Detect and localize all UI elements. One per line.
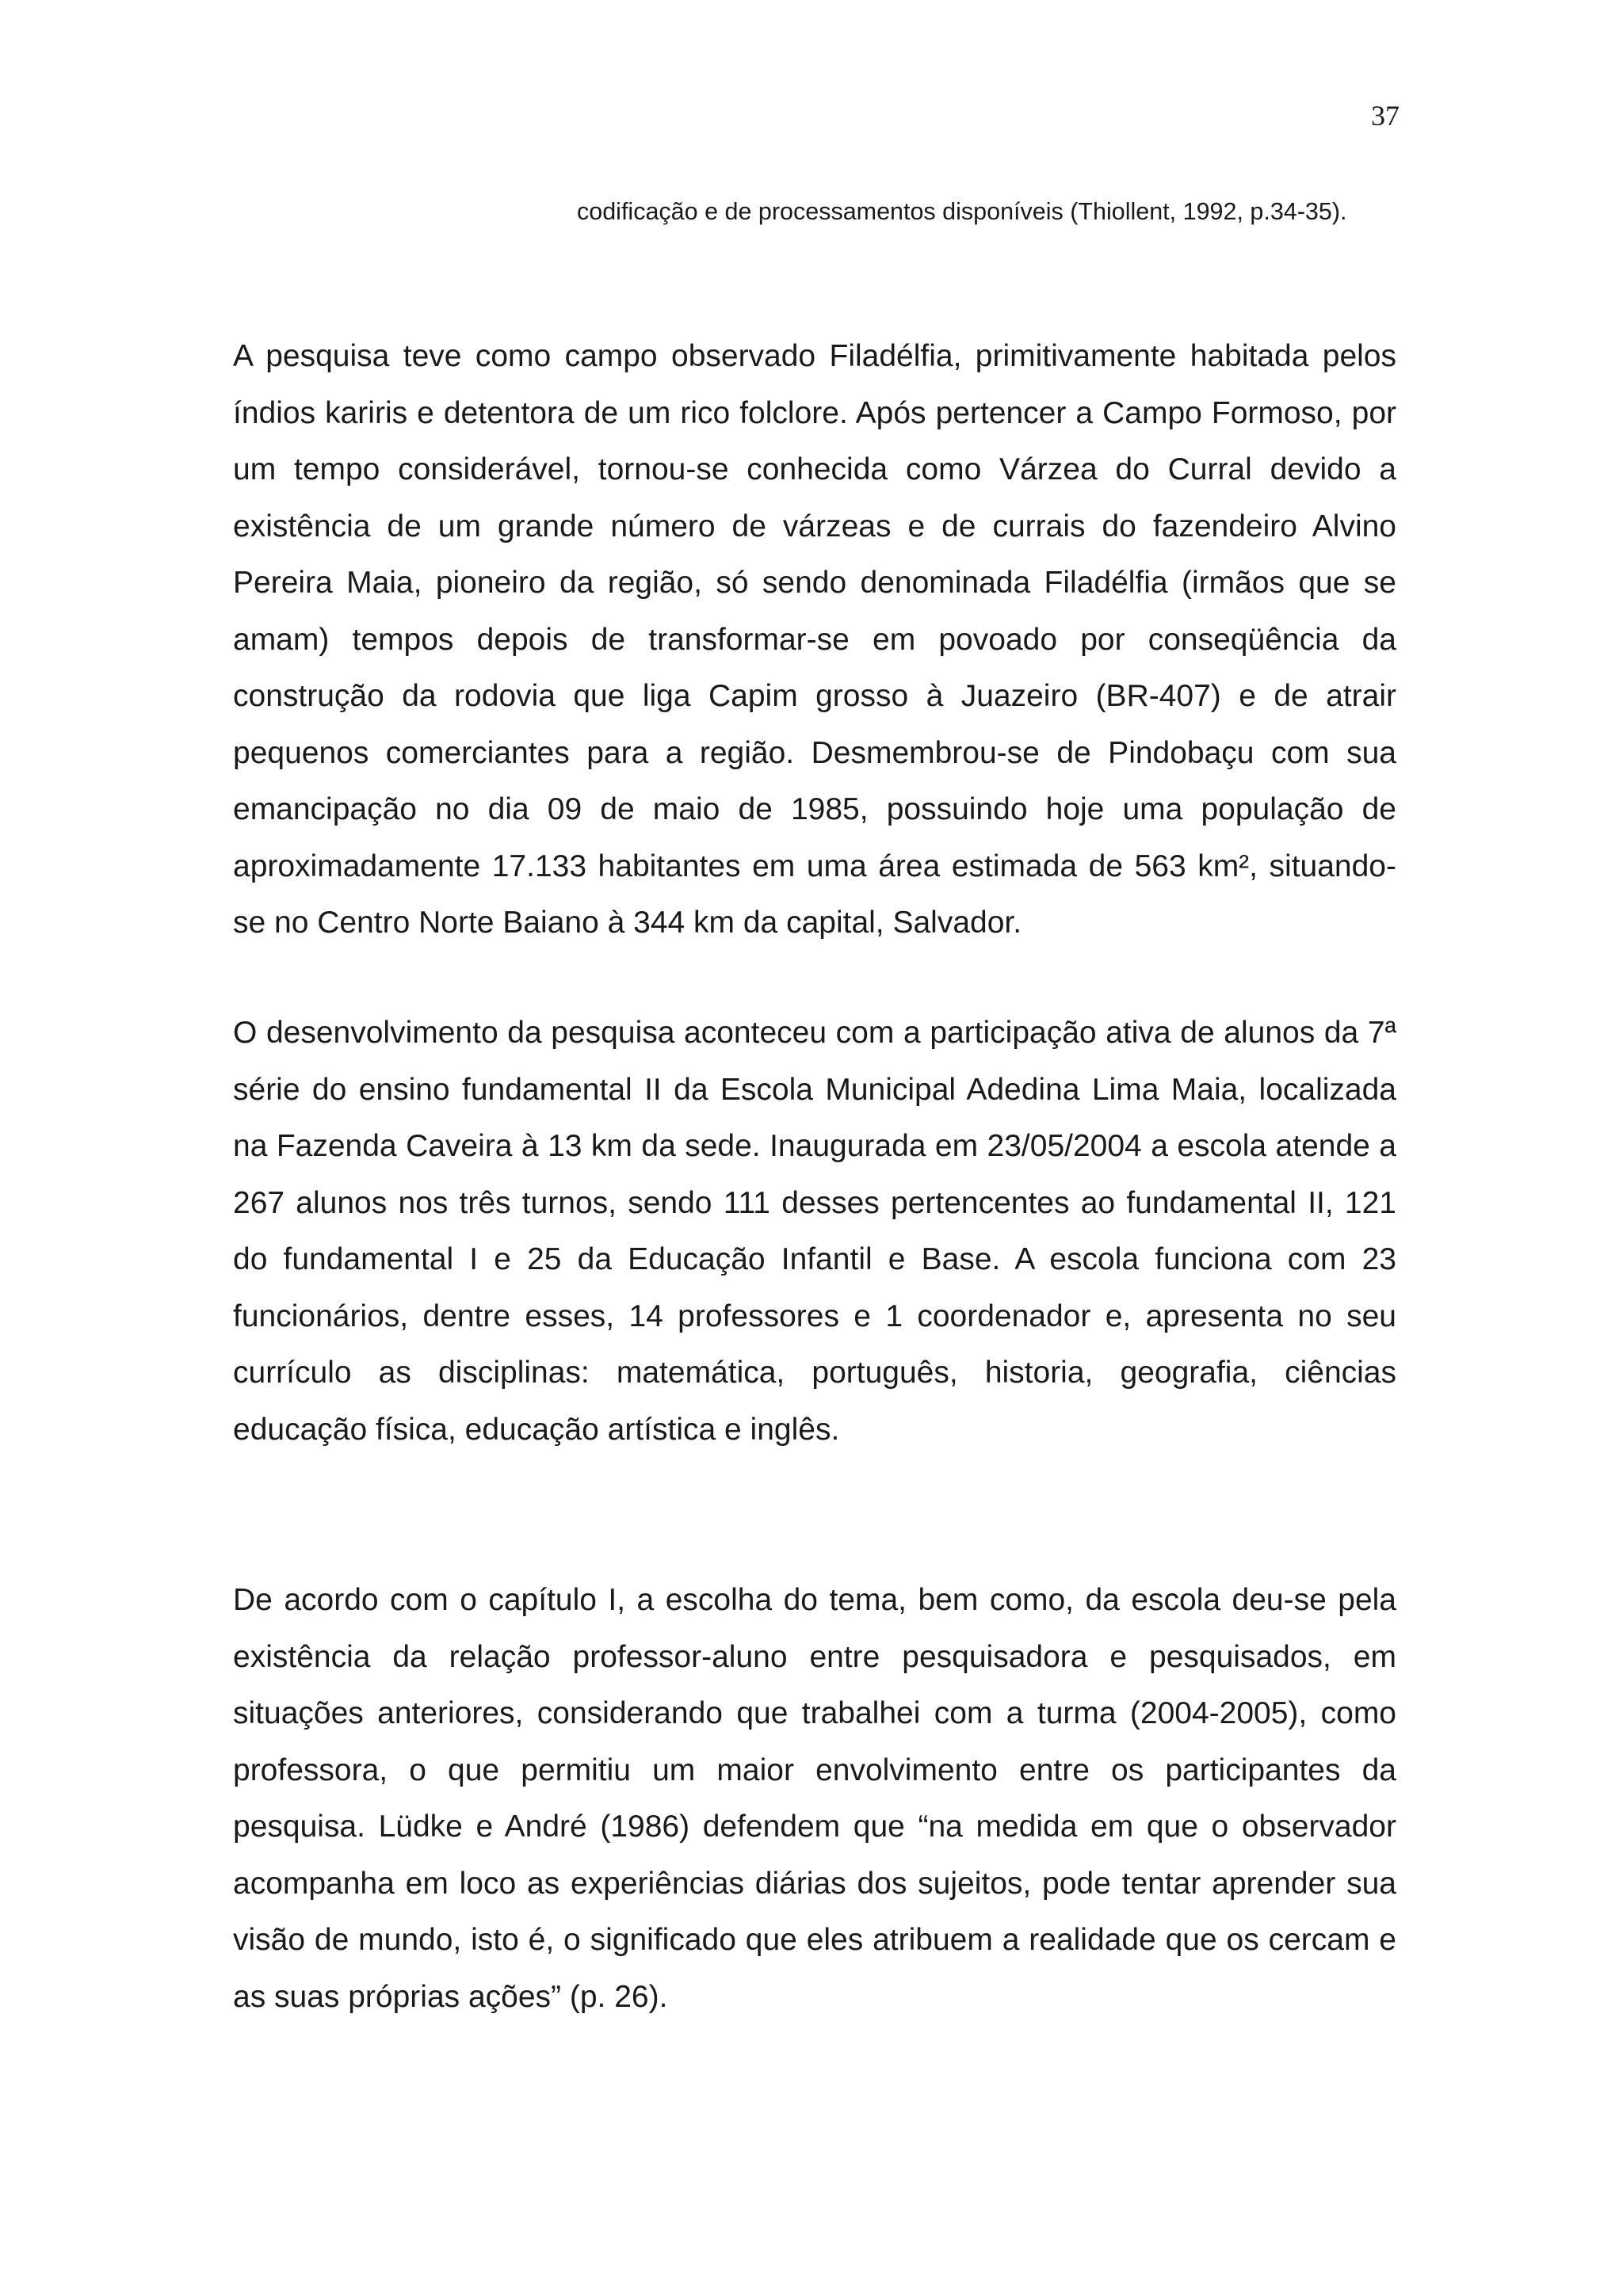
paragraph-filadelfia-history: A pesquisa teve como campo observado Filadélfia, primitivamente habitada pelos índios kariris e detentora de um rico folclore. Após pertencer a Campo Formoso, por um tempo considerável, tornou-se conhecida como Várzea do Curral devido a existência de um grande número de várzeas e de currais do fazendeiro Alvino Pereira Maia, pioneiro da região, só sendo denominada Filadélfia (irmãos que se amam) tempos depois de transformar-se em povoado por conseqüência da construção da rodovia que liga Capim grosso à Juazeiro (BR-407) e de atrair pequenos comerciantes para a região. Desmembrou-se de Pindobaçu com sua emancipação no dia 09 de maio de 1985, possuindo hoje uma população de aproximadamente 17.133 habitantes em uma área estimada de 563 km², situando-se no Centro Norte Baiano à 344 km da capital, Salvador. — [233, 339, 1396, 940]
paragraph-theme-choice: De acordo com o capítulo I, a escolha do tema, bem como, da escola deu-se pela existência da relação professor-aluno entre pesquisadora e pesquisados, em situações anteriores, considerando que trabalhei com a turma (2004-2005), como professora, o que permitiu um maior envolvimento entre os participantes da pesquisa. Lüdke e André (1986) defendem que “na medida em que o observador acompanha em loco as experiências diárias dos sujeitos, pode tentar aprender sua visão de mundo, isto é, o significado que eles atribuem a realidade que os cercam e as suas próprias ações” (p. 26). — [233, 1583, 1396, 2014]
page-number: 37 — [1371, 100, 1400, 132]
block-quote-continuation: codificação e de processamentos disponíveis (Thiollent, 1992, p.34-35). — [577, 198, 1347, 225]
paragraph-school-description: O desenvolvimento da pesquisa aconteceu com a participação ativa de alunos da 7ª série do ensino fundamental II da Escola Municipal Adedina Lima Maia, localizada na Fazenda Caveira à 13 km da sede. Inaugurada em 23/05/2004 a escola atende a 267 alunos nos três turnos, sendo 111 desses pertencentes ao fundamental II, 121 do fundamental I e 25 da Educação Infantil e Base. A escola funciona com 23 funcionários, dentre esses, 14 professores e 1 coordenador e, apresenta no seu currículo as disciplinas: matemática, português, historia, geografia, ciências educação física, educação artística e inglês. — [233, 1016, 1396, 1447]
